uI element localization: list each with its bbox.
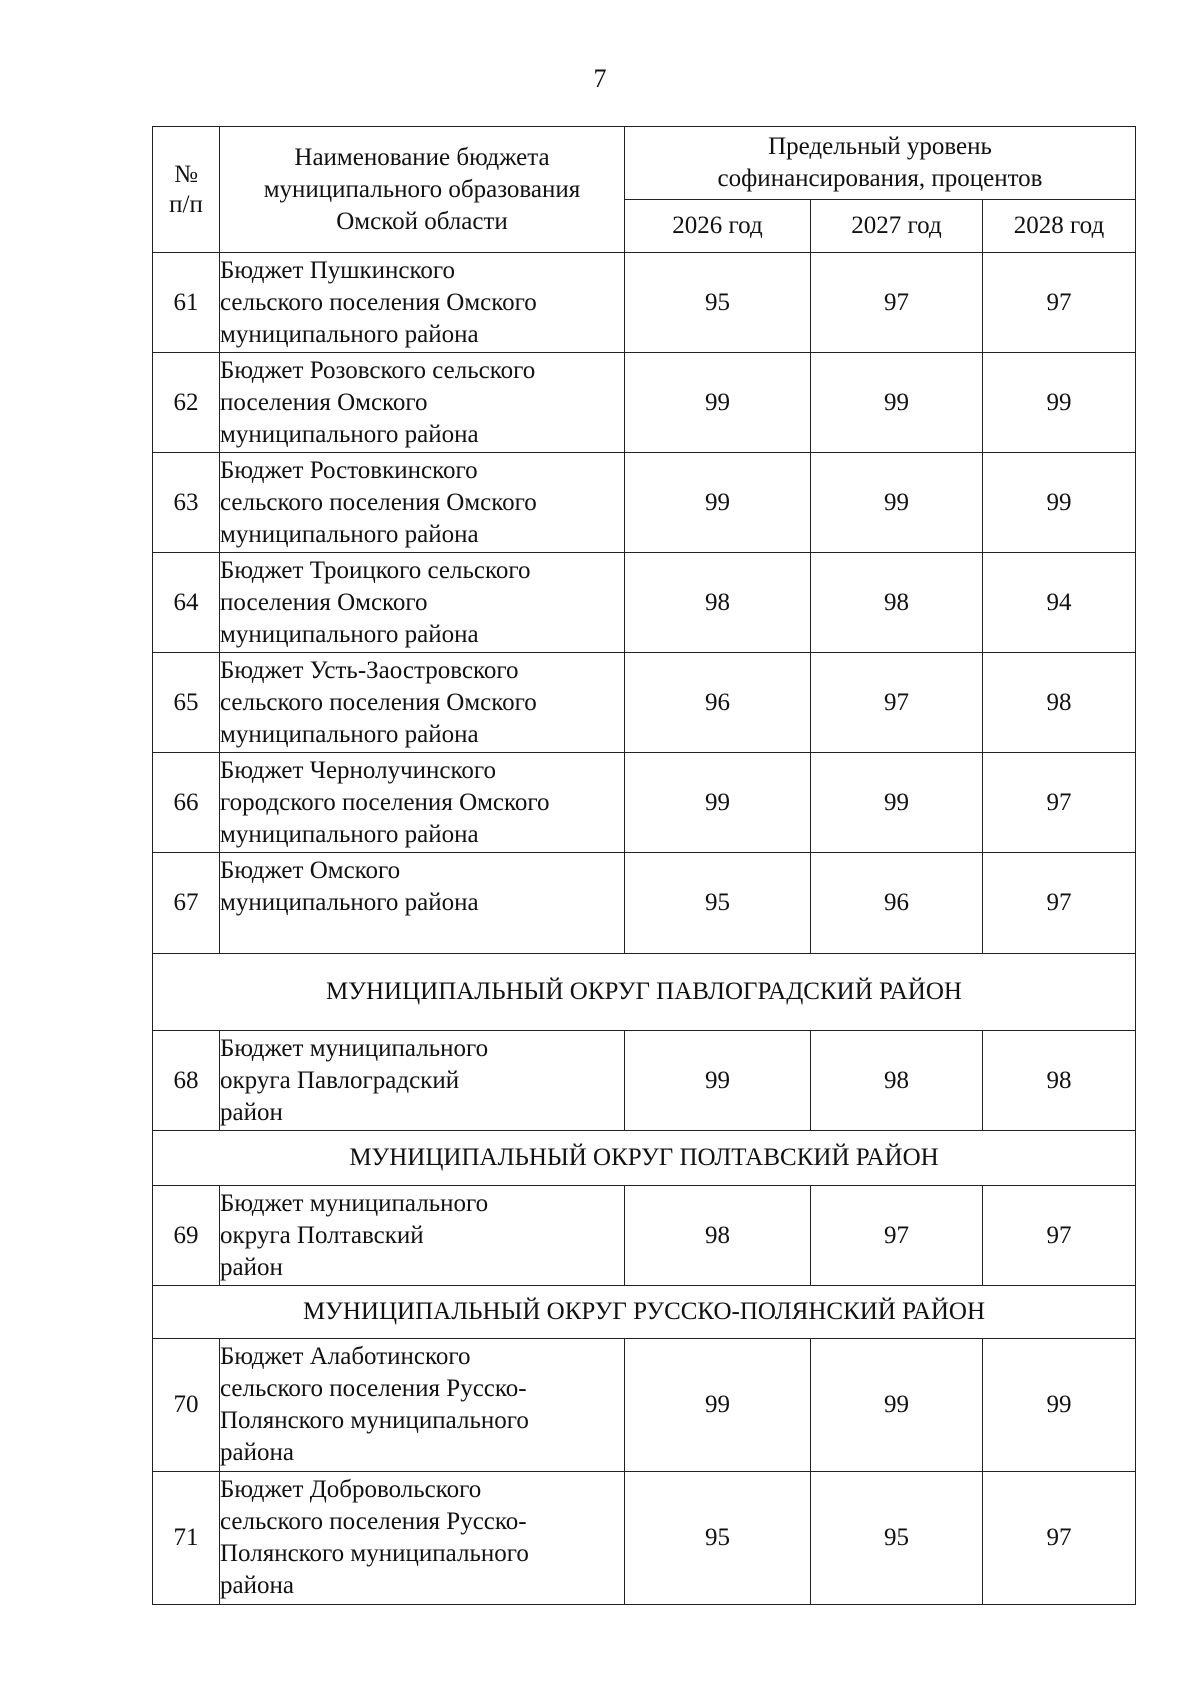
- budget-name: [220, 1339, 625, 1472]
- budget-name-line: Бюджет Ростовкинского: [220, 456, 478, 484]
- header-name-line: Омской области: [336, 207, 508, 235]
- budget-name-line: поселения Омского: [220, 388, 428, 416]
- value-2027: 98: [811, 553, 983, 653]
- header-group: [625, 127, 1136, 200]
- budget-name-line: района: [220, 1439, 294, 1466]
- budget-name: [220, 753, 625, 853]
- header-num-line: №: [174, 160, 198, 188]
- table-row: [153, 1031, 1136, 1131]
- table-row: [153, 753, 1136, 853]
- budget-name-line: Бюджет Чернолучинского: [220, 756, 497, 784]
- table-row: [153, 1186, 1136, 1286]
- budget-name-line: Бюджет Омского: [220, 857, 401, 884]
- value-2026: 95: [625, 1472, 811, 1605]
- budget-name-line: район: [220, 1098, 283, 1126]
- section-row: [153, 1131, 1136, 1186]
- row-number: 65: [153, 653, 220, 753]
- value-2028: 94: [983, 553, 1136, 653]
- budget-name-line: Бюджет Пушкинского: [220, 256, 456, 284]
- header-year-2028: 2028 год: [983, 200, 1136, 253]
- table-row: [153, 853, 1136, 954]
- budget-name-line: округа Полтавский: [220, 1221, 424, 1249]
- value-2027: 97: [811, 253, 983, 353]
- budget-name: [220, 453, 625, 553]
- budget-name-line: сельского поселения Омского: [220, 488, 537, 516]
- table-body: [153, 253, 1136, 1605]
- value-2028: 97: [983, 753, 1136, 853]
- budget-name-line: район: [220, 1253, 283, 1281]
- budget-name-line: Бюджет Добровольского: [220, 1476, 482, 1503]
- value-2028: 97: [983, 1186, 1136, 1286]
- budget-name-line: округа Павлоградский: [220, 1066, 460, 1094]
- header-name: [220, 127, 625, 253]
- table-row: [153, 553, 1136, 653]
- budget-name-line: муниципального района: [220, 420, 479, 448]
- value-2028: 99: [983, 1339, 1136, 1472]
- budget-name: [220, 1031, 625, 1131]
- table-row: [153, 253, 1136, 353]
- value-2026: 98: [625, 553, 811, 653]
- table-row: [153, 1339, 1136, 1472]
- header-group-line: софинансирования, процентов: [717, 165, 1043, 192]
- budget-name: [220, 853, 625, 954]
- row-number: 61: [153, 253, 220, 353]
- row-number: 66: [153, 753, 220, 853]
- row-number: 71: [153, 1472, 220, 1605]
- value-2028: 98: [983, 1031, 1136, 1131]
- budget-name: [220, 553, 625, 653]
- section-title: МУНИЦИПАЛЬНЫЙ ОКРУГ РУССКО-ПОЛЯНСКИЙ РАЙОН: [153, 1286, 1136, 1339]
- budget-name-line: муниципального района: [220, 320, 479, 348]
- budget-name-line: муниципального района: [220, 620, 479, 648]
- value-2027: 97: [811, 1186, 983, 1286]
- budget-name-line: Бюджет Алаботинского: [220, 1343, 471, 1370]
- row-number: 68: [153, 1031, 220, 1131]
- value-2028: 97: [983, 253, 1136, 353]
- value-2027: 97: [811, 653, 983, 753]
- header-year-2026: 2026 год: [625, 200, 811, 253]
- value-2027: 99: [811, 1339, 983, 1472]
- section-row: [153, 1286, 1136, 1339]
- value-2026: 95: [625, 253, 811, 353]
- value-2027: 99: [811, 353, 983, 453]
- budget-name-line: Бюджет Троицкого сельского: [220, 556, 531, 584]
- header-group-line: Предельный уровень: [768, 133, 992, 160]
- table-row: [153, 1472, 1136, 1605]
- budget-name-line: поселения Омского: [220, 588, 428, 616]
- table-row: [153, 353, 1136, 453]
- budget-name-line: муниципального района: [220, 720, 479, 748]
- row-number: 70: [153, 1339, 220, 1472]
- header-name-line: муниципального образования: [263, 175, 581, 203]
- value-2026: 98: [625, 1186, 811, 1286]
- header-num-line: п/п: [169, 190, 203, 218]
- budget-name-line: сельского поселения Омского: [220, 688, 537, 716]
- value-2026: 95: [625, 853, 811, 954]
- value-2028: 99: [983, 453, 1136, 553]
- budget-name-line: Полянского муниципального: [220, 1407, 529, 1434]
- section-row: [153, 954, 1136, 1031]
- row-number: 67: [153, 853, 220, 954]
- page-number: 7: [593, 64, 607, 93]
- header-year-2027: 2027 год: [811, 200, 983, 253]
- value-2026: 99: [625, 1031, 811, 1131]
- cofinancing-table: [152, 126, 1136, 1605]
- value-2026: 99: [625, 1339, 811, 1472]
- row-number: 63: [153, 453, 220, 553]
- value-2026: 96: [625, 653, 811, 753]
- section-title: МУНИЦИПАЛЬНЫЙ ОКРУГ ПОЛТАВСКИЙ РАЙОН: [153, 1131, 1136, 1186]
- value-2027: 96: [811, 853, 983, 954]
- budget-name-line: Бюджет муниципального: [220, 1034, 489, 1062]
- budget-name: [220, 1186, 625, 1286]
- budget-name-line: муниципального района: [220, 520, 479, 548]
- budget-name-line: сельского поселения Русско-: [220, 1508, 527, 1535]
- value-2028: 97: [983, 1472, 1136, 1605]
- budget-name-line: Бюджет Усть-Заостровского: [220, 656, 519, 684]
- value-2026: 99: [625, 753, 811, 853]
- budget-name-line: муниципального района: [220, 889, 479, 916]
- value-2028: 98: [983, 653, 1136, 753]
- budget-name-line: Бюджет Розовского сельского: [220, 356, 536, 384]
- value-2026: 99: [625, 453, 811, 553]
- header-num: [153, 127, 220, 253]
- value-2027: 98: [811, 1031, 983, 1131]
- budget-name: [220, 353, 625, 453]
- budget-name-line: района: [220, 1572, 294, 1599]
- budget-name: [220, 653, 625, 753]
- value-2027: 99: [811, 753, 983, 853]
- table-row: [153, 453, 1136, 553]
- budget-name: [220, 253, 625, 353]
- budget-name-line: Бюджет муниципального: [220, 1189, 489, 1217]
- value-2027: 95: [811, 1472, 983, 1605]
- table-row: [153, 653, 1136, 753]
- budget-name-line: муниципального района: [220, 820, 479, 848]
- header-name-line: Наименование бюджета: [294, 143, 550, 171]
- budget-name-line: сельского поселения Русско-: [220, 1375, 527, 1402]
- section-title: МУНИЦИПАЛЬНЫЙ ОКРУГ ПАВЛОГРАДСКИЙ РАЙОН: [153, 954, 1136, 1031]
- value-2026: 99: [625, 353, 811, 453]
- value-2027: 99: [811, 453, 983, 553]
- budget-name: [220, 1472, 625, 1605]
- value-2028: 99: [983, 353, 1136, 453]
- row-number: 62: [153, 353, 220, 453]
- budget-name-line: сельского поселения Омского: [220, 288, 537, 316]
- row-number: 64: [153, 553, 220, 653]
- value-2028: 97: [983, 853, 1136, 954]
- row-number: 69: [153, 1186, 220, 1286]
- budget-name-line: городского поселения Омского: [220, 788, 550, 816]
- budget-name-line: Полянского муниципального: [220, 1540, 529, 1567]
